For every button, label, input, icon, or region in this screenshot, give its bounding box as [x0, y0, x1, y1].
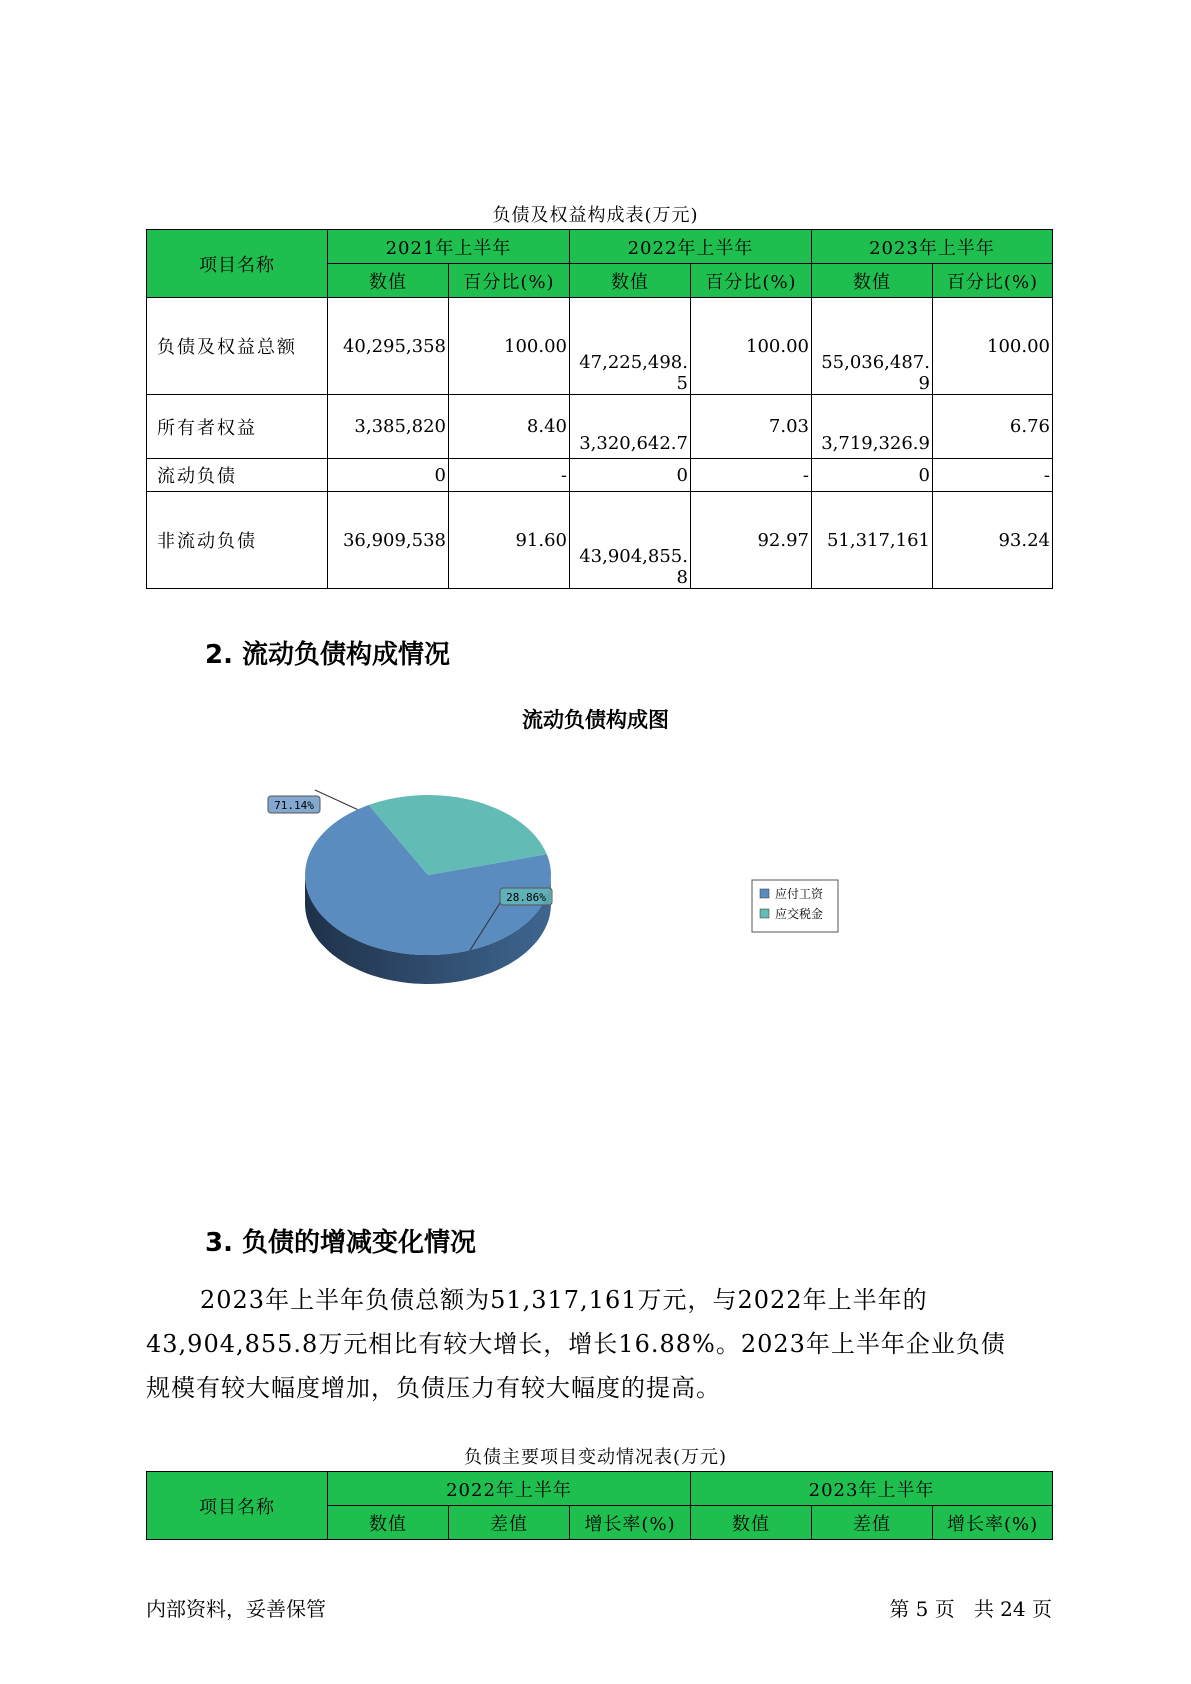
paragraph-line: 2023年上半年负债总额为51,317,161万元，与2022年上半年的: [200, 1286, 928, 1314]
header-value: 数值: [328, 264, 449, 298]
header-rate: 增长率(%): [570, 1506, 691, 1540]
cell-value: 3,320,642.7: [570, 395, 691, 459]
row-name: 流动负债: [147, 459, 328, 492]
header-pct: 百分比(%): [933, 264, 1053, 298]
cell-pct: 100.00: [449, 298, 570, 395]
header-year-2023: 2023年上半年: [691, 1472, 1053, 1506]
row-name: 非流动负债: [147, 492, 328, 589]
paragraph-line: 规模有较大幅度增加，负债压力有较大幅度的提高。: [146, 1374, 721, 1402]
cell-pct: 8.40: [449, 395, 570, 459]
liability-change-table: [146, 1471, 1053, 1540]
section2-title: 2. 流动负债构成情况: [205, 640, 451, 670]
pie-data-label-1: 28.86%: [506, 891, 546, 904]
body-paragraph: [146, 1278, 1052, 1410]
cell-value: 3,719,326.9: [812, 395, 933, 459]
pie-leader-0: [315, 790, 358, 810]
chart-legend: [752, 880, 838, 932]
cell-pct: 100.00: [933, 298, 1053, 395]
cell-pct: -: [933, 459, 1053, 492]
header-year-2022: 2022年上半年: [328, 1472, 691, 1506]
header-pct: 百分比(%): [449, 264, 570, 298]
cell-value: 3,385,820: [328, 395, 449, 459]
cell-value: 0: [328, 459, 449, 492]
cell-pct: 100.00: [691, 298, 812, 395]
chart-title: 流动负债构成图: [522, 708, 669, 732]
header-value: 数值: [328, 1506, 449, 1540]
legend-label-1: 应交税金: [775, 907, 824, 921]
header-value: 数值: [691, 1506, 812, 1540]
cell-pct: -: [449, 459, 570, 492]
table2-caption: 负债主要项目变动情况表(万元): [463, 1447, 728, 1468]
pie-chart: [0, 770, 1191, 1030]
header-diff: 差值: [812, 1506, 933, 1540]
cell-pct: 92.97: [691, 492, 812, 589]
legend-swatch-1: [760, 909, 769, 918]
header-rate: 增长率(%): [933, 1506, 1053, 1540]
legend-swatch-0: [760, 889, 769, 898]
cell-value: 55,036,487.9: [812, 298, 933, 395]
footer-page-number: 第 5 页 共 24 页: [889, 1597, 1052, 1621]
row-name: 负债及权益总额: [147, 298, 328, 395]
header-year-2022: 2022年上半年: [570, 230, 812, 264]
cell-value: 47,225,498.5: [570, 298, 691, 395]
table1-caption: 负债及权益构成表(万元): [492, 205, 699, 226]
cell-pct: 6.76: [933, 395, 1053, 459]
header-item-name: 项目名称: [147, 1472, 328, 1540]
cell-value: 40,295,358: [328, 298, 449, 395]
table-row: [147, 298, 1053, 395]
cell-value: 43,904,855.8: [570, 492, 691, 589]
cell-pct: 7.03: [691, 395, 812, 459]
cell-value: 36,909,538: [328, 492, 449, 589]
header-diff: 差值: [449, 1506, 570, 1540]
cell-value: 51,317,161: [812, 492, 933, 589]
cell-value: 0: [812, 459, 933, 492]
table-row: [147, 459, 1053, 492]
row-name: 所有者权益: [147, 395, 328, 459]
section3-title: 3. 负债的增减变化情况: [205, 1228, 477, 1258]
header-pct: 百分比(%): [691, 264, 812, 298]
header-year-2021: 2021年上半年: [328, 230, 570, 264]
header-item-name: 项目名称: [147, 230, 328, 298]
legend-label-0: 应付工资: [775, 887, 824, 901]
header-value: 数值: [812, 264, 933, 298]
header-value: 数值: [570, 264, 691, 298]
table-row: [147, 492, 1053, 589]
header-year-2023: 2023年上半年: [812, 230, 1053, 264]
pie-data-label-0: 71.14%: [274, 799, 314, 812]
cell-value: 0: [570, 459, 691, 492]
cell-pct: -: [691, 459, 812, 492]
cell-pct: 91.60: [449, 492, 570, 589]
liability-equity-table: [146, 229, 1053, 589]
paragraph-line: 43,904,855.8万元相比有较大增长，增长16.88%。2023年上半年企业负债: [146, 1330, 1006, 1358]
footer-confidential: 内部资料，妥善保管: [146, 1597, 326, 1621]
cell-pct: 93.24: [933, 492, 1053, 589]
table-row: [147, 395, 1053, 459]
